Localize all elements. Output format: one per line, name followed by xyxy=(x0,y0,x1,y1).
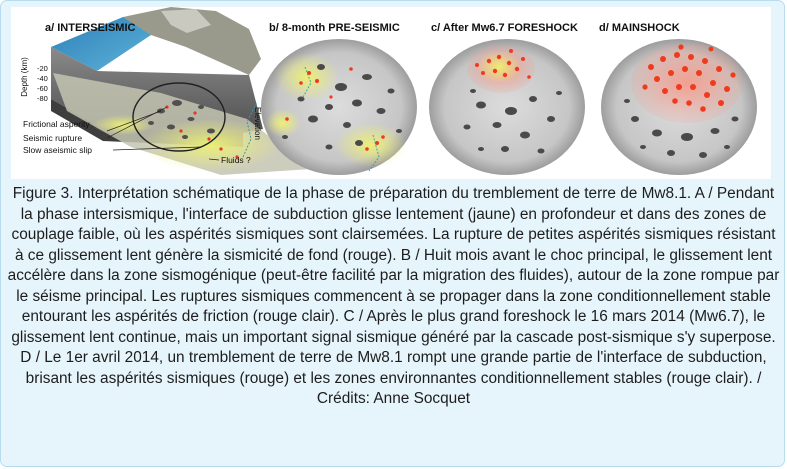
fluids-label: Fluids ? xyxy=(221,155,251,165)
panel-b xyxy=(261,22,417,175)
legend-seismic-rupture: Seismic rupture xyxy=(23,133,83,143)
depth-tick: -60 xyxy=(37,84,48,93)
panel-b-label: b/ 8-month PRE-SEISMIC xyxy=(269,22,400,34)
panel-c xyxy=(429,22,585,175)
depth-tick: -40 xyxy=(37,74,48,83)
slow-slip-zone xyxy=(275,53,339,101)
panel-c-label: c/ After Mw6.7 FORESHOCK xyxy=(431,22,578,34)
elevation-label: Elevation xyxy=(253,107,262,140)
figure-caption: Figure 3. Interprétation schématique de la phase de préparation du tremblement de terre de Mw8.1. A / Pendant la phase intersismique, l'interface de subduction glisse lentement (jaune) en profondeur et dans des zones de couplage faible, où les aspérités sismiques sont clairsemées. La rupture de petites aspérités sismiques résistant à ce glissement lent génère la sismicité de fond (rouge). B / Huit mois avant le choc principal, le glissement lent accélère dans la zone sismogénique (peut-être facilité par la migration des fluides), autour de la zone rompue par le séisme principal. Les ruptures sismiques commencent à se propager dans la zone conditionnellement stable entourant les aspérités de friction (rouge clair). C / Après le plus grand foreshock le 16 mars 2014 (Mw6.7), le glissement lent continue, mais un important signal sismique généré par la cascade post-sismique s'y superpose. D / Le 1er avril 2014, un tremblement de terre de Mw8.1 rompt une grande partie de l'interface de subduction, brisant les aspérités sismiques (rouge) et les zones environnantes conditionnellement stables (rouge clair). / Crédits: Anne Socquet xyxy=(7,185,780,407)
depth-tick: -80 xyxy=(37,94,48,103)
panel-a-label: a/ INTERSEISMIC xyxy=(45,22,136,34)
figure-image xyxy=(11,7,771,179)
panel-d xyxy=(599,22,757,175)
light-red-zone xyxy=(631,43,743,123)
depth-tick: -20 xyxy=(37,64,48,73)
panel-d-label: d/ MAINSHOCK xyxy=(599,22,680,34)
legend-slow-slip: Slow aseismic slip xyxy=(23,145,92,155)
depth-axis-label: Depth (km) xyxy=(20,57,29,97)
figure-illustration xyxy=(11,7,771,179)
legend-frictional-asperity: Frictional asperity xyxy=(23,119,90,129)
